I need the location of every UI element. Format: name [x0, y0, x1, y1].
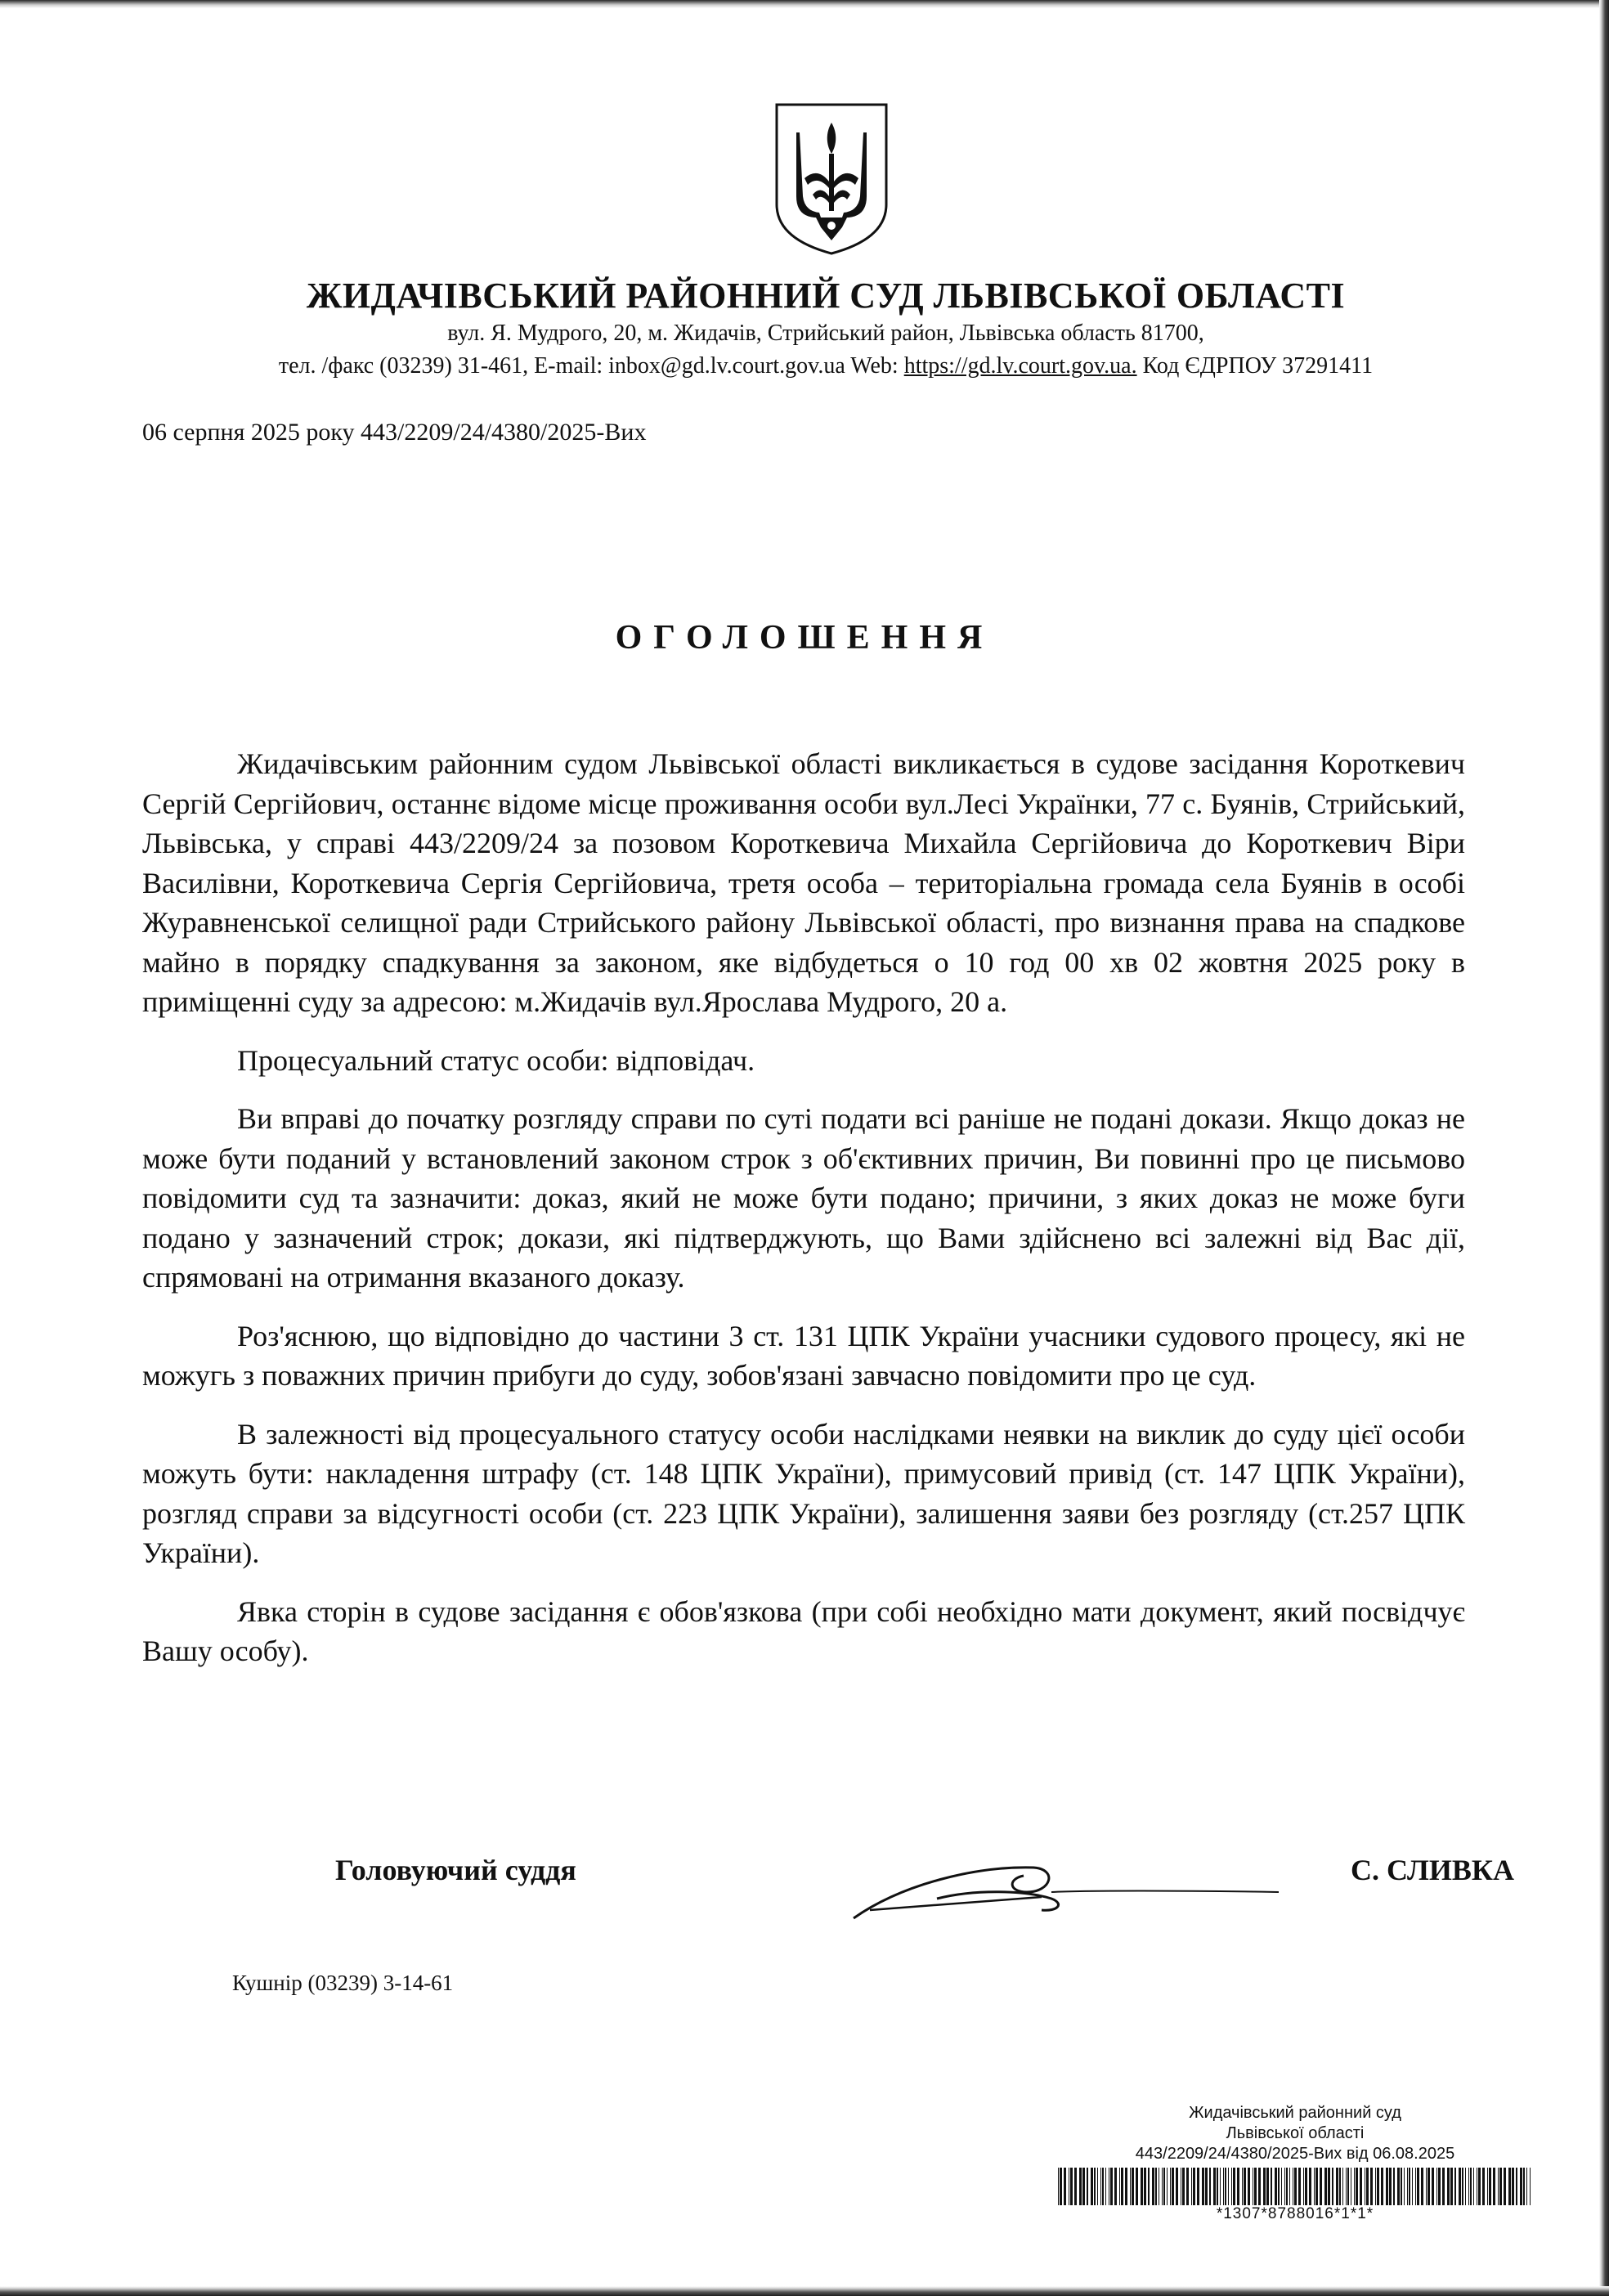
- barcode-bar: [1220, 2168, 1221, 2205]
- barcode-bar: [1105, 2168, 1106, 2205]
- barcode-bar: [1217, 2168, 1218, 2205]
- barcode-bar: [1223, 2168, 1224, 2205]
- barcode-bar: [1176, 2168, 1178, 2205]
- barcode-bar: [1144, 2168, 1146, 2205]
- announcement-body: [142, 744, 1465, 1690]
- barcode-bar: [1393, 2168, 1395, 2205]
- stamp-registration-number: 443/2209/24/4380/2025-Вих від 06.08.2025: [1135, 2145, 1455, 2163]
- barcode-bar: [1058, 2168, 1059, 2205]
- barcode-bar: [1468, 2168, 1469, 2205]
- scan-edge-bottom: [0, 2286, 1609, 2296]
- court-contacts: [114, 350, 1537, 383]
- barcode-bar: [1465, 2168, 1466, 2205]
- barcode-bar: [1487, 2168, 1488, 2205]
- barcode-bar: [1462, 2168, 1463, 2205]
- edrpou-code: Код ЄДРПОУ 37291411: [1136, 353, 1374, 379]
- barcode-bar: [1526, 2168, 1527, 2205]
- barcode-bar: [1191, 2168, 1192, 2205]
- barcode-bar: [1070, 2168, 1073, 2205]
- barcode-bar: [1459, 2168, 1461, 2205]
- barcode-bar: [1237, 2168, 1239, 2205]
- scan-edge-top: [0, 0, 1609, 8]
- barcode-bar: [1447, 2168, 1450, 2205]
- barcode-bar: [1370, 2168, 1373, 2205]
- barcode-bar: [1309, 2168, 1311, 2205]
- barcode-bar: [1438, 2168, 1441, 2205]
- barcode-icon: [1056, 2168, 1534, 2205]
- barcode-bar: [1132, 2168, 1134, 2205]
- barcode-bar: [1213, 2168, 1216, 2205]
- barcode-bar: [1130, 2168, 1131, 2205]
- barcode-bar: [1082, 2168, 1085, 2205]
- barcode-bar: [1162, 2168, 1163, 2205]
- barcode-bar: [1478, 2168, 1481, 2205]
- barcode-bar: [1074, 2168, 1077, 2205]
- barcode-bar: [1231, 2168, 1232, 2205]
- barcode-bar: [1102, 2168, 1104, 2205]
- paragraph-evidence: Ви вправі до початку розгляду справи по суті подати всі раніше не подані докази. Якщо доказ не може бути поданий у встановлений законом строк з об'єктивних причин, Ви повинні про це письмово повідомити суд та зазначити: доказ, який не може бути подано; причини, з яких доказ не може буги подано у зазначений строк; докази, які підтверджують, що Вами здійснено всі залежні від Вас дії, спрямовані на отримання вказаного доказу.: [142, 1102, 1465, 1294]
- barcode-bar: [1121, 2168, 1123, 2205]
- barcode-bar: [1193, 2168, 1195, 2205]
- court-address: вул. Я. Мудрого, 20, м. Жидачів, Стрийський район, Львівська область 81700,: [447, 321, 1204, 346]
- barcode-bar: [1060, 2168, 1062, 2205]
- barcode-bar: [1354, 2168, 1355, 2205]
- barcode-bar: [1281, 2168, 1282, 2205]
- barcode-number: *1307*8788016*1*1*: [1216, 2205, 1374, 2222]
- barcode-bar: [1366, 2168, 1369, 2205]
- barcode-bar: [1294, 2168, 1297, 2205]
- judge-role: Головуючий суддя: [335, 1854, 576, 1886]
- barcode-bar: [1242, 2168, 1243, 2205]
- barcode-bar: [1286, 2168, 1288, 2205]
- stamp-court-name: Жидачівський районний суд: [1189, 2104, 1401, 2122]
- barcode-bar: [1328, 2168, 1330, 2205]
- barcode-bar: [1141, 2168, 1143, 2205]
- barcode-bar: [1499, 2168, 1502, 2205]
- paragraph-status: Процесуальний статус особи: відповідач.: [237, 1043, 755, 1077]
- barcode-bar: [1091, 2168, 1093, 2205]
- barcode-bar: [1504, 2168, 1506, 2205]
- barcode-bar: [1079, 2168, 1082, 2205]
- barcode-bar: [1278, 2168, 1280, 2205]
- barcode-bar: [1197, 2168, 1199, 2205]
- barcode-bar: [1336, 2168, 1338, 2205]
- handwritten-signature: [837, 1843, 1295, 1933]
- barcode-bar: [1530, 2168, 1531, 2205]
- barcode-bar: [1347, 2168, 1349, 2205]
- executor-contact: Кушнір (03239) 3-14-61: [232, 1971, 454, 1995]
- court-name: ЖИДАЧІВСЬКИЙ РАЙОННИЙ СУД ЛЬВІВСЬКОЇ ОБЛАСТІ: [306, 276, 1346, 316]
- barcode-bar: [1332, 2168, 1333, 2205]
- barcode-bar: [1473, 2168, 1474, 2205]
- barcode-bar: [1263, 2168, 1266, 2205]
- paragraph-notice: Роз'яснюю, що відповідно до частини 3 ст. 131 ЦПК України учасники судового процесу, які не можугь з поважних причин прибуги до суду, зобов'язані завчасно повідомити про це суд.: [142, 1319, 1465, 1392]
- barcode-bar: [1427, 2168, 1430, 2205]
- barcode-bar: [1360, 2168, 1362, 2205]
- barcode-bar: [1339, 2168, 1341, 2205]
- barcode-bar: [1228, 2168, 1229, 2205]
- barcode-bar: [1498, 2168, 1499, 2205]
- letterhead: [114, 275, 1537, 383]
- barcode-bar: [1254, 2168, 1257, 2205]
- outgoing-reference: 06 серпня 2025 року 443/2209/24/4380/2025-Вих: [142, 419, 647, 446]
- barcode-bar: [1225, 2168, 1226, 2205]
- scan-edge-right: [1599, 0, 1609, 2296]
- barcode-bar: [1152, 2168, 1154, 2205]
- barcode-bar: [1087, 2168, 1088, 2205]
- barcode-bar: [1482, 2168, 1485, 2205]
- barcode-bar: [1450, 2168, 1453, 2205]
- barcode-bar: [1064, 2168, 1066, 2205]
- judge-name: С. СЛИВКА: [1350, 1854, 1514, 1886]
- barcode-bar: [1346, 2168, 1347, 2205]
- barcode-bar: [1493, 2168, 1495, 2205]
- barcode-bar: [1489, 2168, 1491, 2205]
- barcode-bar: [1258, 2168, 1261, 2205]
- barcode-bar: [1100, 2168, 1101, 2205]
- contacts-text: тел. /факс (03239) 31-461, E-mail: inbox@gd.lv.court.gov.ua Web:: [278, 353, 904, 379]
- barcode-bar: [1170, 2168, 1171, 2205]
- barcode-bar: [1412, 2168, 1413, 2205]
- barcode-bar: [1324, 2168, 1327, 2205]
- barcode-bar: [1432, 2168, 1434, 2205]
- barcode-bar: [1233, 2168, 1235, 2205]
- barcode-bar: [1094, 2168, 1096, 2205]
- barcode-bar: [1375, 2168, 1376, 2205]
- barcode-bar: [1454, 2168, 1456, 2205]
- signature-block: [142, 1843, 1514, 1941]
- barcode-bar: [1404, 2168, 1405, 2205]
- barcode-bar: [1442, 2168, 1445, 2205]
- barcode-bar: [1163, 2168, 1165, 2205]
- barcode-bar: [1397, 2168, 1400, 2205]
- barcode-bar: [1186, 2168, 1189, 2205]
- barcode-bar: [1271, 2168, 1272, 2205]
- barcode-bar: [1172, 2168, 1174, 2205]
- barcode-bar: [1407, 2168, 1408, 2205]
- barcode-bar: [1381, 2168, 1383, 2205]
- barcode-bar: [1356, 2168, 1358, 2205]
- paragraph-consequences: В залежності від процесуального статусу особи наслідками неявки на виклик до суду цієї особи можуть бути: накладення штрафу (ст. 148 ЦПК України), примусовий привід (ст. 147 ЦПК України), розгляд справи за відсугності особи (ст. 223 ЦПК України), залишення заяви без розгляду (ст.257 ЦПК України).: [142, 1417, 1465, 1569]
- stamp-region: Львівської області: [1226, 2124, 1365, 2142]
- barcode-bar: [1315, 2168, 1318, 2205]
- barcode-bar: [1303, 2168, 1304, 2205]
- barcode-bar: [1136, 2168, 1138, 2205]
- barcode-bar: [1148, 2168, 1150, 2205]
- court-website-link[interactable]: https://gd.lv.court.gov.ua.: [903, 353, 1137, 379]
- barcode-bar: [1097, 2168, 1098, 2205]
- barcode-bar: [1305, 2168, 1307, 2205]
- barcode-bar: [1389, 2168, 1392, 2205]
- document-title: ОГОЛОШЕННЯ: [615, 619, 994, 657]
- barcode-bar: [1314, 2168, 1315, 2205]
- barcode-bar: [1205, 2168, 1208, 2205]
- barcode-bar: [1284, 2168, 1285, 2205]
- barcode-bar: [1114, 2168, 1117, 2205]
- barcode-bar: [1512, 2168, 1514, 2205]
- barcode-bar: [1377, 2168, 1379, 2205]
- registration-stamp: [1033, 2103, 1557, 2223]
- barcode-bar: [1401, 2168, 1402, 2205]
- barcode-bar: [1248, 2168, 1250, 2205]
- coat-of-arms-icon: [772, 100, 891, 257]
- barcode-bar: [1436, 2168, 1437, 2205]
- barcode-bar: [1125, 2168, 1127, 2205]
- barcode-bar: [1244, 2168, 1246, 2205]
- barcode-bar: [1275, 2168, 1277, 2205]
- barcode-bar: [1119, 2168, 1120, 2205]
- barcode-bar: [1182, 2168, 1185, 2205]
- barcode-bar: [1266, 2168, 1269, 2205]
- barcode-bar: [1415, 2168, 1416, 2205]
- barcode-bar: [1409, 2168, 1410, 2205]
- barcode-bar: [1417, 2168, 1419, 2205]
- paragraph-summons: Жидачівським районним судом Львівської області викликається в судове засідання Короткевич Сергій Сергійович, останнє відоме місце проживання особи вул.Лесі Українки, 77 с. Буянів, Стрийський, Львівська, у справі 443/2209/24 за позовом Короткевича Михайла Сергійовича до Короткевич Віри Василівни, Короткевича Сергія Сергійовича, третя особа – територіальна громада села Буянів в особі Журавненської селищної ради Стрийського району Львівської області, про визнання права на спадкове майно в порядку спадкування за законом, яке відбудеться о 10 год 00 хв 02 жовтня 2025 року в приміщенні суду за адресою: м.Жидачів вул.Ярослава Мудрого, 20 а.: [142, 747, 1465, 1018]
- barcode-bar: [1202, 2168, 1204, 2205]
- barcode-bar: [1516, 2168, 1517, 2205]
- paragraph-attendance: Явка сторін в судове засідання є обов'язкова (при собі необхідно мати документ, який посвідчує Вашу особу).: [142, 1594, 1465, 1667]
- barcode-bar: [1320, 2168, 1322, 2205]
- barcode-bar: [1289, 2168, 1290, 2205]
- barcode-bar: [1342, 2168, 1343, 2205]
- barcode-bar: [1155, 2168, 1157, 2205]
- barcode-bar: [1110, 2168, 1113, 2205]
- barcode-bar: [1470, 2168, 1472, 2205]
- barcode-bar: [1520, 2168, 1522, 2205]
- barcode-bar: [1426, 2168, 1427, 2205]
- barcode-bar: [1523, 2168, 1525, 2205]
- barcode-bar: [1508, 2168, 1511, 2205]
- barcode-bar: [1209, 2168, 1211, 2205]
- barcode-bar: [1386, 2168, 1388, 2205]
- barcode-bar: [1167, 2168, 1168, 2205]
- barcode-bar: [1421, 2168, 1423, 2205]
- barcode-bar: [1298, 2168, 1301, 2205]
